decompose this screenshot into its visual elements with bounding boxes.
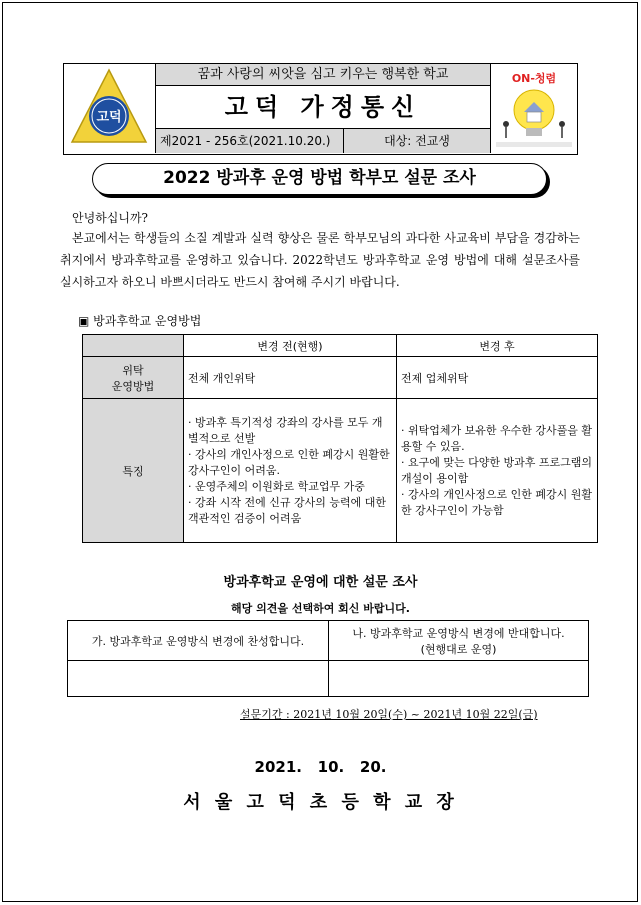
list-item: · 운영주체의 이원화로 학교업무 가중 <box>188 479 365 493</box>
list-item: · 요구에 맞는 다양한 방과후 프로그램의 개설이 용이함 <box>401 455 592 485</box>
option-disagree-response-cell[interactable] <box>329 661 589 697</box>
survey-instruction: 해당 의견을 선택하여 회신 바랍니다. <box>231 602 410 615</box>
list-item: · 강사의 개인사정으로 인한 폐강시 원활한 강사구인이 가능함 <box>401 487 592 517</box>
list-item: · 강좌 시작 전에 신규 강사의 능력에 대한 객관적인 검증이 어려움 <box>188 495 386 525</box>
school-logo-text: 고덕 <box>96 110 122 125</box>
method-after: 전제 업체위탁 <box>397 357 598 399</box>
survey-period: 설문기간 : 2021년 10월 20일(수) ~ 2021년 10월 22일(금) <box>240 708 538 721</box>
method-before: 전체 개인위탁 <box>184 357 397 399</box>
survey-title: 방과후학교 운영에 대한 설문 조사 <box>223 575 418 590</box>
option-disagree-line2: (현행대로 운영) <box>420 642 497 656</box>
target-audience: 대상: 전교생 <box>344 129 490 153</box>
survey-response-table <box>67 620 589 697</box>
lightbulb-icon <box>494 84 574 150</box>
list-item: · 강사의 개인사정으로 인한 폐강시 원활한 강사구인이 어려움. <box>188 447 390 477</box>
list-item: · 위탁업체가 보유한 우수한 강사풀을 활용할 수 있음. <box>401 423 592 453</box>
school-logo <box>64 64 156 153</box>
newsletter-header <box>63 63 578 155</box>
option-disagree-line1: 나. 방과후학교 운영방식 변경에 반대합니다. <box>352 626 565 640</box>
option-disagree-label <box>329 621 589 661</box>
newsletter-title: 고덕 가정통신 <box>156 86 490 129</box>
integrity-badge-text: ON-청렴 <box>511 72 557 85</box>
integrity-badge <box>490 64 577 153</box>
features-before <box>184 399 397 543</box>
issue-date: 2021. 10. 20. <box>254 758 387 776</box>
option-agree-response-cell[interactable] <box>68 661 329 697</box>
list-item: · 방과후 특기적성 강좌의 강사를 모두 개별적으로 선발 <box>188 415 383 445</box>
row-label-method: 위탁 운영방법 <box>83 357 184 399</box>
school-slogan: 꿈과 사랑의 씨앗을 심고 키우는 행복한 학교 <box>156 64 490 86</box>
intro-paragraph: 본교에서는 학생들의 소질 계발과 실력 향상은 물론 학부모님의 과다한 사교육비 부담을 경감하는 취지에서 방과후학교를 운영하고 있습니다. 2022학년도 방과후학교 운영 방법에 대해 설문조사를 실시하고자 하오니 바쁘시더라도 반드시 참여해 주시기 바랍니다. <box>60 231 580 289</box>
greeting: 안녕하십니까? <box>72 211 148 225</box>
issue-number: 제2021 - 256호(2021.10.20.) <box>156 129 344 153</box>
option-agree-label: 가. 방과후학교 운영방식 변경에 찬성합니다. <box>68 621 329 661</box>
survey-banner-title: 2022 방과후 운영 방법 학부모 설문 조사 <box>92 163 547 195</box>
column-header-after: 변경 후 <box>397 335 598 357</box>
row-label-features: 특징 <box>83 399 184 543</box>
features-after <box>397 399 598 543</box>
principal-signature: 서 울 고 덕 초 등 학 교 장 <box>183 792 458 813</box>
table-corner-cell <box>83 335 184 357</box>
column-header-before: 변경 전(현행) <box>184 335 397 357</box>
section-heading: ▣ 방과후학교 운영방법 <box>78 314 202 328</box>
comparison-table <box>82 334 598 543</box>
